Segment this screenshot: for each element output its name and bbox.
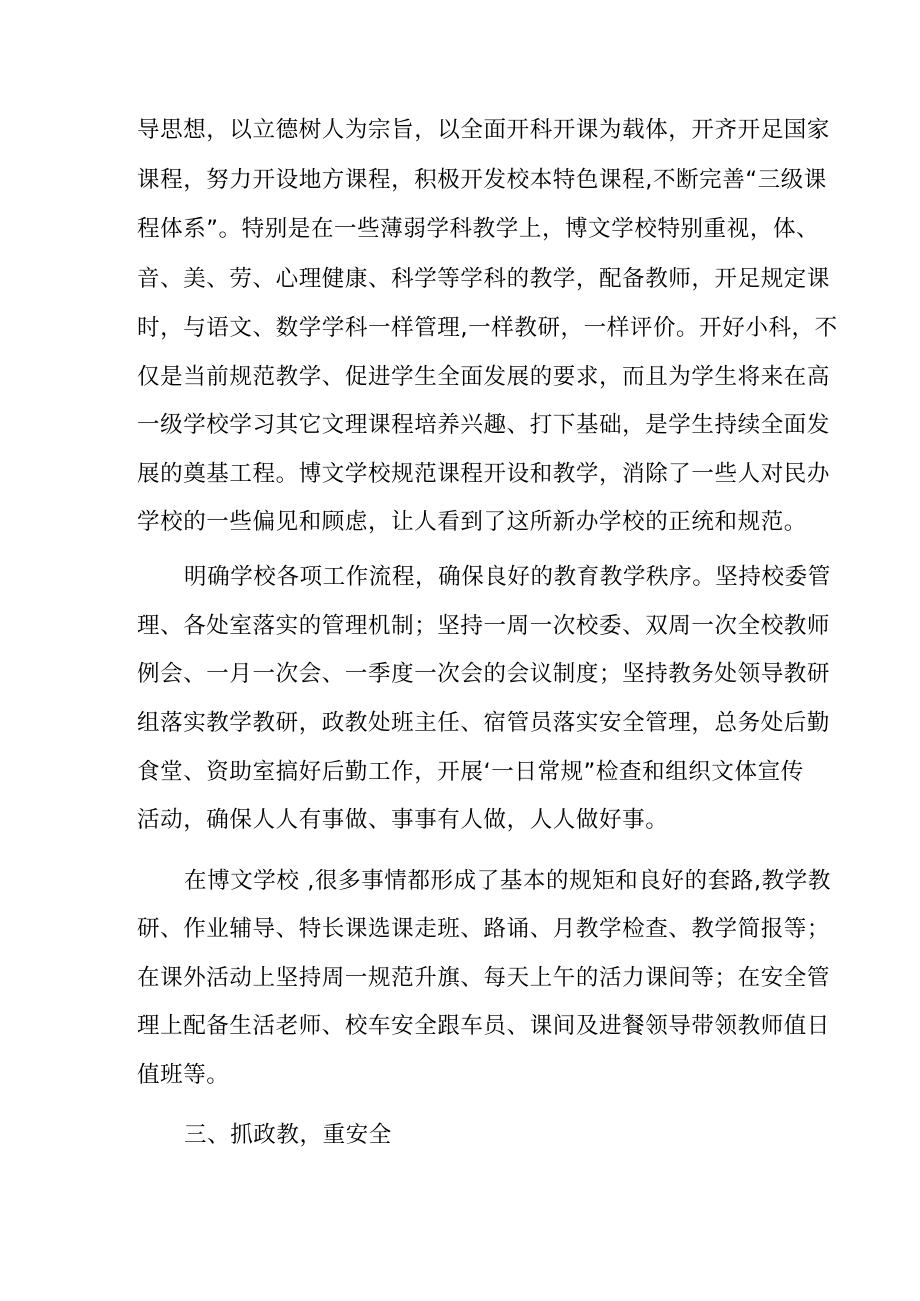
paragraph-line: 时，与语文、数学学科一样管理,一样教研，一样评价。开好小科，不 <box>137 315 838 341</box>
paragraph-line: 程体系”。特别是在一些薄弱学科教学上，博文学校特别重视，体、 <box>137 216 820 242</box>
section-heading: 三、抓政教，重安全 <box>184 1122 392 1148</box>
paragraph-line: 理上配备生活老师、校车安全跟车员、课间及进餐领导带领教师值日 <box>137 1013 831 1039</box>
paragraph-line: 研、作业辅导、特长课选课走班、路诵、月教学检查、教学简报等； <box>137 916 831 942</box>
paragraph-line: 仅是当前规范教学、促进学生全面发展的要求，而且为学生将来在高 <box>137 364 831 390</box>
paragraph-line: 音、美、劳、心理健康、科学等学科的教学，配备教师，开足规定课 <box>137 266 831 292</box>
paragraph-line: 值班等。 <box>137 1062 230 1088</box>
paragraph-line: 在课外活动上坚持周一规范升旗、每天上午的活力课间等；在安全管 <box>137 965 831 991</box>
paragraph-line: 在博文学校 ,很多事情都形成了基本的规矩和良好的套路,教学教 <box>184 868 831 894</box>
paragraph-line: 一级学校学习其它文理课程培养兴趣、打下基础，是学生持续全面发 <box>137 412 831 438</box>
paragraph-line: 导思想，以立德树人为宗旨，以全面开科开课为载体，开齐开足国家 <box>137 117 831 143</box>
paragraph-line: 理、各处室落实的管理机制；坚持一周一次校委、双周一次全校教师 <box>137 613 831 639</box>
paragraph-line: 课程，努力开设地方课程，积极开发校本特色课程,不断完善“三级课 <box>137 167 827 193</box>
paragraph-line: 食堂、资助室搞好后勤工作，开展‘一日常规”检查和组织文体宣传 <box>137 759 804 785</box>
paragraph-line: 组落实教学教研，政教处班主任、宿管员落实安全管理，总务处后勤 <box>137 710 831 736</box>
paragraph-line: 例会、一月一次会、一季度一次会的会议制度；坚持教务处领导教研 <box>137 661 831 687</box>
paragraph-line: 展的奠基工程。博文学校规范课程开设和教学，消除了一些人对民办 <box>137 461 831 487</box>
paragraph-line: 学校的一些偏见和顾虑，让人看到了这所新办学校的正统和规范。 <box>137 509 807 535</box>
paragraph-line: 活动，确保人人有事做、事事有人做，人人做好事。 <box>137 807 669 833</box>
paragraph-line: 明确学校各项工作流程，确保良好的教育教学秩序。坚持校委管 <box>184 564 831 590</box>
